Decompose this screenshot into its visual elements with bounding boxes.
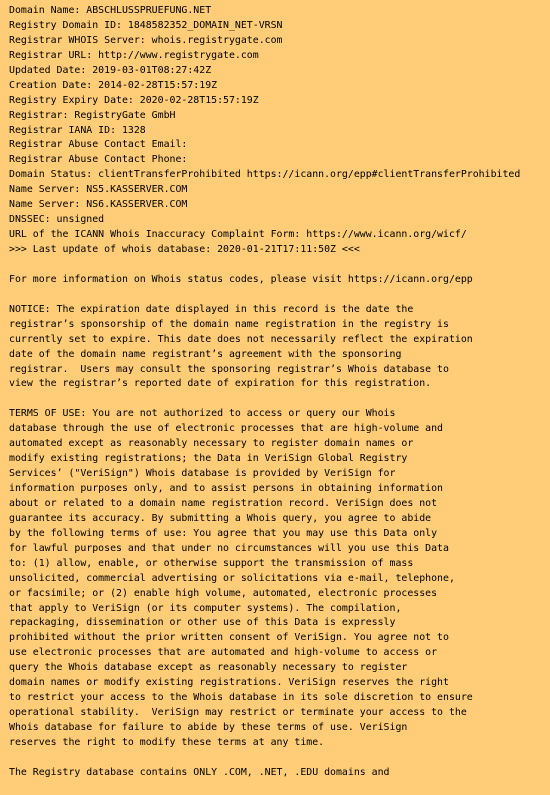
whois-line: Registrar URL: http://www.registrygate.com [9, 49, 259, 61]
whois-line: Creation Date: 2014-02-28T15:57:19Z [9, 79, 218, 91]
whois-line: >>> Last update of whois database: 2020-01-21T17:11:50Z <<< [9, 244, 360, 255]
whois-line: view the registrar’s reported date of expiration for this registration. [9, 378, 432, 390]
whois-line: date of the domain name registrant’s agreement with the sponsoring [9, 348, 402, 360]
whois-line [9, 392, 545, 407]
whois-line [9, 288, 545, 303]
whois-line: Whois database for failure to abide by these terms of use. VeriSign [9, 722, 408, 733]
whois-line: Registrar IANA ID: 1328 [9, 124, 146, 136]
whois-line: reserves the right to modify these terms at any time. [9, 736, 325, 748]
whois-line: use electronic processes that are automated and high-volume to access or [9, 647, 438, 659]
whois-line: registrar’s sponsorship of the domain name registration in the registry is [9, 318, 449, 330]
whois-line: prohibited without the prior written consent of VeriSign. You agree not to [9, 632, 449, 644]
whois-line: modify existing registrations; the Data in VeriSign Global Registry [9, 453, 408, 465]
whois-line: For more information on Whois status codes, please visit https://icann.org/epp [9, 273, 473, 285]
whois-line: information purposes only, and to assist persons in obtaining information [9, 483, 444, 494]
whois-line: The Registry database contains ONLY .COM, .NET, .EDU domains and [9, 766, 390, 778]
whois-record-text [9, 4, 545, 781]
whois-line: to restrict your access to the Whois database in its sole discretion to ensure [9, 692, 473, 704]
whois-line: URL of the ICANN Whois Inaccuracy Complaint Form: https://www.icann.org/wicf/ [9, 229, 467, 241]
whois-line: about or related to a domain name registration record. VeriSign does not [9, 497, 438, 509]
whois-line: for lawful purposes and that under no circumstances will you use this Data [9, 542, 449, 554]
whois-line: Registrar Abuse Contact Email: [9, 139, 188, 151]
whois-line: database through the use of electronic processes that are high-volume and [9, 423, 444, 435]
whois-line: NOTICE: The expiration date displayed in this record is the date the [9, 303, 414, 315]
whois-line: guarantee its accuracy. By submitting a Whois query, you agree to abide [9, 512, 432, 524]
whois-line: Registry Expiry Date: 2020-02-28T15:57:19Z [9, 94, 259, 106]
whois-line: TERMS OF USE: You are not authorized to access or query our Whois [9, 408, 396, 420]
whois-line: currently set to expire. This date does not necessarily reflect the expiration [9, 333, 473, 345]
whois-line: that apply to VeriSign (or its computer systems). The compilation, [9, 602, 402, 614]
whois-line: to: (1) allow, enable, or otherwise support the transmission of mass [9, 557, 414, 569]
whois-line: Registry Domain ID: 1848582352_DOMAIN_NET-VRSN [9, 19, 283, 31]
whois-line: operational stability. VeriSign may restrict or terminate your access to the [9, 707, 467, 719]
whois-line: Registrar Abuse Contact Phone: [9, 154, 188, 166]
whois-line [9, 751, 545, 766]
whois-line: Updated Date: 2019-03-01T08:27:42Z [9, 64, 212, 76]
whois-line: automated except as reasonably necessary to register domain names or [9, 438, 414, 450]
whois-line: by the following terms of use: You agree that you may use this Data only [9, 527, 438, 539]
whois-line: Name Server: NS6.KASSERVER.COM [9, 199, 188, 211]
whois-line: domain names or modify existing registrations. VeriSign reserves the right [9, 677, 449, 689]
whois-line: Registrar: RegistryGate GmbH [9, 109, 176, 121]
whois-line: DNSSEC: unsigned [9, 214, 105, 226]
whois-line: Name Server: NS5.KASSERVER.COM [9, 184, 188, 196]
whois-line: repackaging, dissemination or other use of this Data is expressly [9, 617, 396, 629]
whois-line: query the Whois database except as reasonably necessary to register [9, 662, 408, 674]
whois-line: Domain Name: ABSCHLUSSPRUEFUNG.NET [9, 5, 212, 16]
whois-line: Domain Status: clientTransferProhibited https://icann.org/epp#clientTransferProhibited [9, 169, 521, 181]
whois-line: or facsimile; or (2) enable high volume, automated, electronic processes [9, 587, 438, 599]
whois-line: registrar. Users may consult the sponsoring registrar’s Whois database to [9, 363, 449, 375]
whois-line [9, 258, 545, 273]
whois-line: Services’ ("VeriSign") Whois database is provided by VeriSign for [9, 468, 396, 480]
whois-line: Registrar WHOIS Server: whois.registrygate.com [9, 34, 283, 46]
whois-line: unsolicited, commercial advertising or solicitations via e-mail, telephone, [9, 572, 455, 584]
